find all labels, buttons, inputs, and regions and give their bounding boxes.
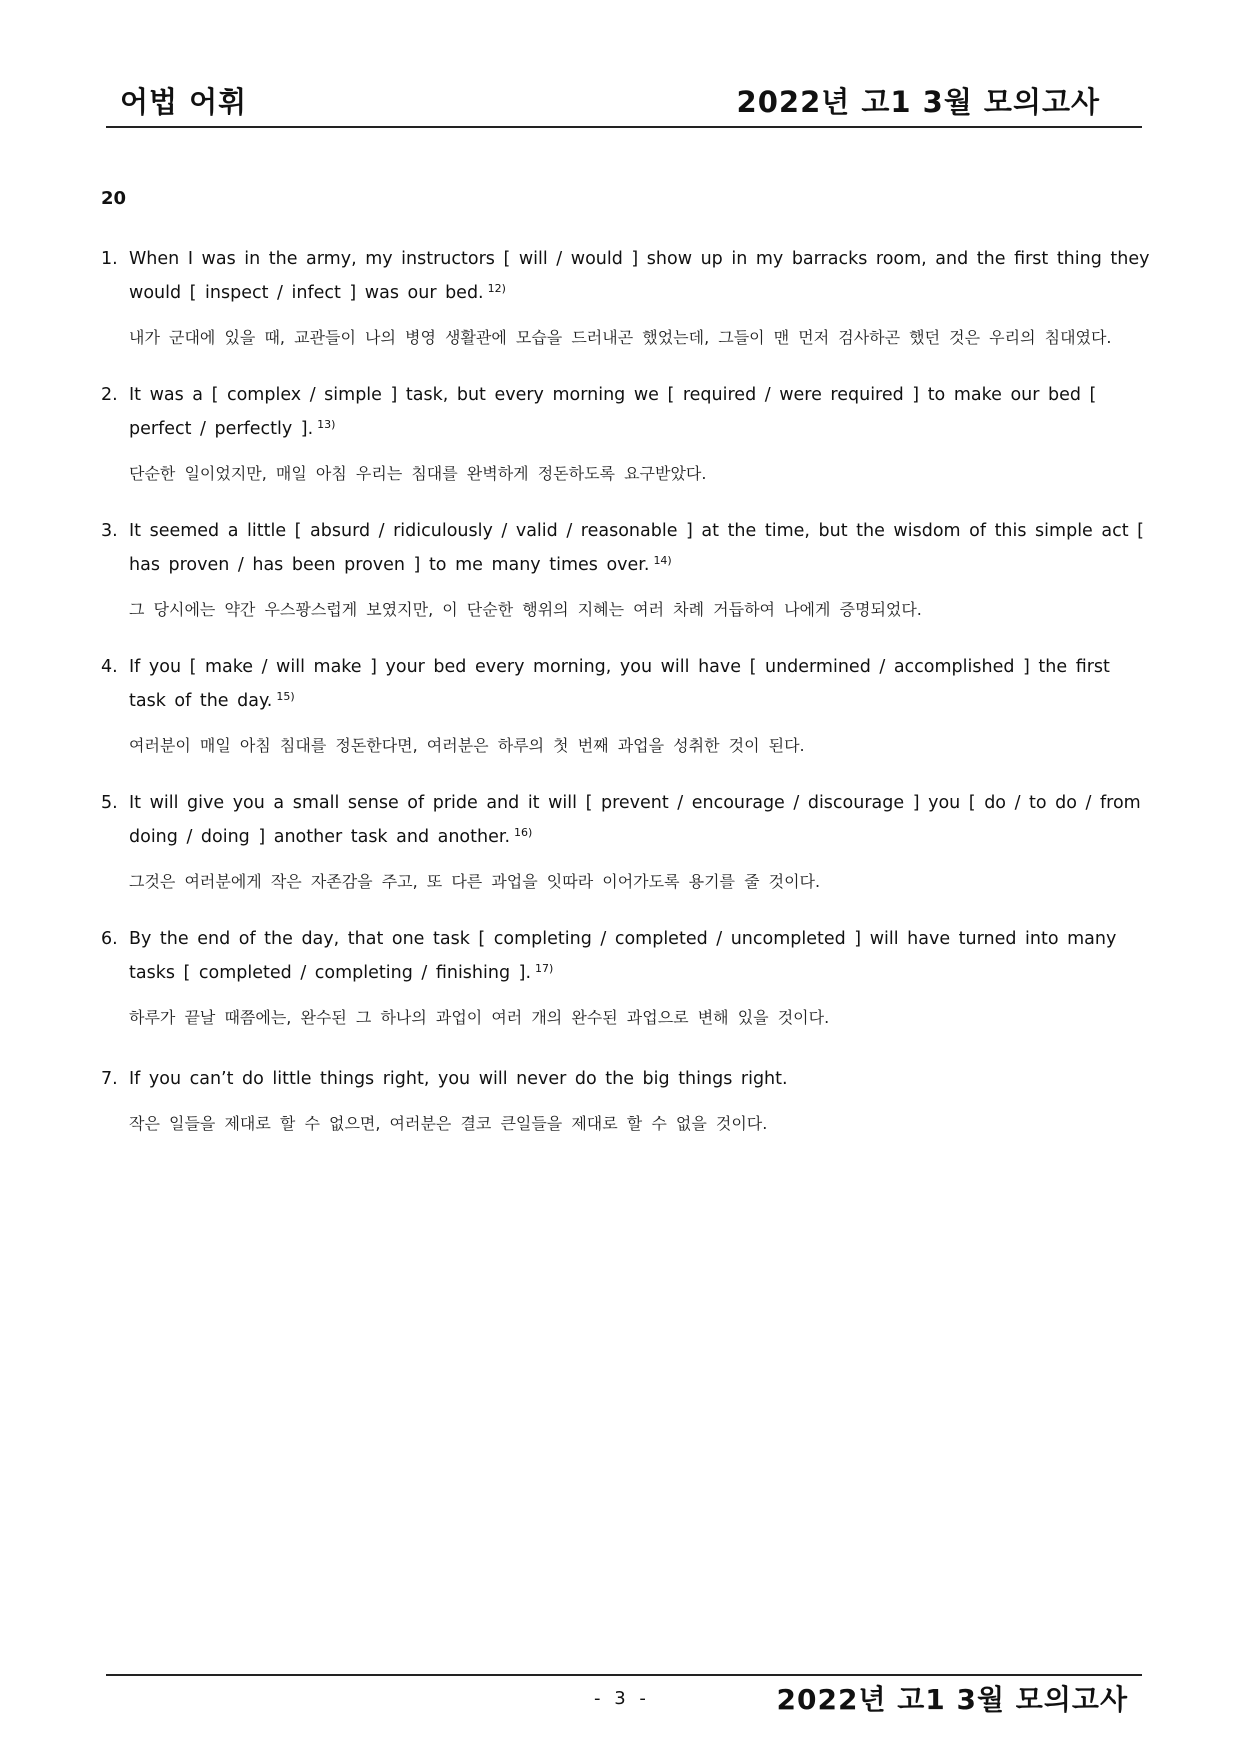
item-number: 2.	[101, 385, 118, 405]
english-sentence	[101, 516, 1151, 580]
footnote-ref: 16)	[514, 826, 533, 839]
korean-translation: 하루가 끝날 때쯤에는, 완수된 그 하나의 과업이 여러 개의 완수된 과업으로 변해 있을 것이다.	[129, 1008, 830, 1027]
list-item	[101, 788, 1151, 896]
item-number: 6.	[101, 929, 118, 949]
english-sentence	[101, 380, 1151, 444]
english-text: It will give you a small sense of pride and it will [ prevent / encourage / discourage ] you [ do / to do / from doing / doing ] another task and another.	[129, 793, 1141, 847]
question-list	[101, 244, 1151, 1166]
page-number: - 3 -	[594, 1688, 650, 1709]
korean-translation: 단순한 일이었지만, 매일 아침 우리는 침대를 완벽하게 정돈하도록 요구받았다.	[129, 464, 707, 483]
item-number: 7.	[101, 1069, 118, 1089]
korean-translation: 그 당시에는 약간 우스꽝스럽게 보였지만, 이 단순한 행위의 지혜는 여러 차례 거듭하여 나에게 증명되었다.	[129, 600, 922, 619]
list-item	[101, 1060, 1151, 1138]
footer-exam-title: 2022년 고1 3월 모의고사	[776, 1683, 1128, 1716]
footnote-ref: 17)	[535, 962, 554, 975]
section-title: 어법 어휘	[120, 85, 248, 119]
footer-divider	[106, 1674, 1142, 1676]
english-sentence	[101, 652, 1151, 716]
korean-translation: 여러분이 매일 아침 침대를 정돈한다면, 여러분은 하루의 첫 번째 과업을 성취한 것이 된다.	[129, 736, 805, 755]
list-item	[101, 244, 1151, 352]
english-sentence	[101, 1060, 1151, 1094]
item-number: 3.	[101, 521, 118, 541]
english-sentence	[101, 244, 1151, 308]
question-number: 20	[101, 188, 127, 209]
english-text: It seemed a little [ absurd / ridiculously / valid / reasonable ] at the time, but the wisdom of this simple act [ has proven / has been proven ] to me many times over.	[129, 521, 1144, 575]
footnote-ref: 15)	[276, 690, 295, 703]
korean-translation: 그것은 여러분에게 작은 자존감을 주고, 또 다른 과업을 잇따라 이어가도록 용기를 줄 것이다.	[129, 872, 821, 891]
exam-title: 2022년 고1 3월 모의고사	[736, 85, 1100, 119]
english-sentence	[101, 924, 1151, 988]
list-item	[101, 924, 1151, 1032]
page-header	[106, 78, 1124, 122]
item-number: 1.	[101, 249, 118, 269]
list-item	[101, 516, 1151, 624]
item-number: 5.	[101, 793, 118, 813]
english-sentence	[101, 788, 1151, 852]
footnote-ref: 12)	[487, 282, 506, 295]
footnote-ref: 13)	[317, 418, 336, 431]
korean-translation: 내가 군대에 있을 때, 교관들이 나의 병영 생활관에 모습을 드러내곤 했었는데, 그들이 맨 먼저 검사하곤 했던 것은 우리의 침대였다.	[129, 328, 1112, 347]
list-item	[101, 380, 1151, 488]
item-number: 4.	[101, 657, 118, 677]
english-text: If you can’t do little things right, you will never do the big things right.	[129, 1069, 788, 1089]
korean-translation: 작은 일들을 제대로 할 수 없으면, 여러분은 결코 큰일들을 제대로 할 수 없을 것이다.	[129, 1114, 768, 1133]
english-text: If you [ make / will make ] your bed every morning, you will have [ undermined / accomplished ] the first task of the day.	[129, 657, 1110, 711]
footnote-ref: 14)	[653, 554, 672, 567]
english-text: When I was in the army, my instructors [ will / would ] show up in my barracks room, and the first thing they would [ inspect / infect ] was our bed.	[129, 249, 1150, 303]
english-text: By the end of the day, that one task [ completing / completed / uncompleted ] will have turned into many tasks [ completed / completing / finishing ].	[129, 929, 1117, 983]
header-divider	[106, 126, 1142, 128]
list-item	[101, 652, 1151, 760]
english-text: It was a [ complex / simple ] task, but every morning we [ required / were required ] to make our bed [ perfect / perfectly ].	[129, 385, 1097, 439]
